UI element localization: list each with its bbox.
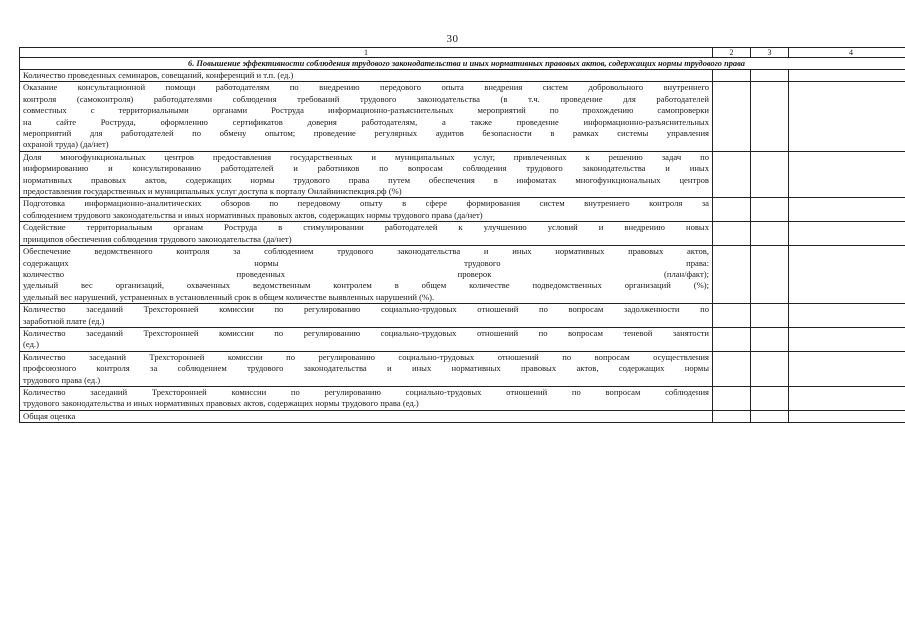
table-row — [20, 70, 905, 82]
value-cell-3 — [751, 70, 789, 82]
indicator-text-line: профсоюзного контроля за соблюдением трудового законодательства и иных нормативных правовых актов, содержащих нормы — [23, 363, 709, 374]
table-row — [20, 82, 905, 151]
value-cell-2 — [713, 386, 751, 410]
value-cell-2 — [713, 246, 751, 304]
value-cell-2 — [713, 410, 751, 422]
indicator-text-line: принципов обеспечения соблюдения трудового законодательства (да/нет) — [23, 233, 292, 244]
indicator-text-line: Количество заседаний Трехсторонней комиссии по регулированию социально-трудовых отношений по вопросам задолженности по — [23, 304, 709, 315]
indicator-cell — [20, 410, 713, 422]
column-number-2: 2 — [713, 48, 751, 58]
value-cell-3 — [751, 327, 789, 351]
indicator-cell — [20, 70, 713, 82]
indicator-cell — [20, 386, 713, 410]
indicator-text-line: Количество проведенных семинаров, совещаний, конференций и т.п. (ед.) — [23, 70, 294, 80]
value-cell-2 — [713, 82, 751, 151]
indicator-text-line: Общая оценка — [23, 410, 76, 421]
value-cell-4 — [789, 304, 905, 328]
indicator-text-line: Содействие территориальным органам Роструда в стимулировании работодателей к улучшению условий и внедрению новых — [23, 222, 709, 233]
value-cell-4 — [789, 82, 905, 151]
indicator-text-line: нормативных правовых актов, содержащих нормы трудового права путем обеспечения в инфоматах многофункциональных центров — [23, 174, 709, 185]
page-number: 30 — [446, 33, 459, 45]
table-row — [20, 222, 905, 246]
column-number-4: 4 — [789, 48, 905, 58]
report-table-body — [20, 48, 905, 423]
indicator-text-line: количество проведенных проверок (план/факт); — [23, 268, 709, 279]
value-cell-3 — [751, 304, 789, 328]
indicator-text-line: содержащих нормы трудового права: — [23, 257, 709, 268]
value-cell-2 — [713, 198, 751, 222]
indicator-text-line: трудового законодательства и иных нормативных правовых актов, содержащих нормы трудового права (ед.) — [23, 398, 419, 409]
value-cell-4 — [789, 327, 905, 351]
value-cell-2 — [713, 327, 751, 351]
indicator-text-line: информированию и консультированию работодателей и работников по вопросам соблюдения трудового законодательства и иных — [23, 163, 709, 174]
section-title: 6. Повышение эффективности соблюдения трудового законодательства и иных нормативных правовых актов, содержащих нормы трудового права — [20, 58, 905, 70]
indicator-text-line: Доля многофункциональных центров предоставления государственных и муниципальных услуг, привлеченных к решению задач по — [23, 151, 709, 162]
value-cell-4 — [789, 410, 905, 422]
value-cell-2 — [713, 222, 751, 246]
table-row — [20, 386, 905, 410]
indicator-text-line: Обеспечение ведомственного контроля за соблюдением трудового законодательства и иных нормативных правовых актов, — [23, 246, 709, 257]
value-cell-3 — [751, 386, 789, 410]
value-cell-4 — [789, 151, 905, 198]
table-row — [20, 151, 905, 198]
indicator-text-line: удельный вес нарушений, устраненных в установленный срок в общем количестве выявленных нарушений (%). — [23, 291, 435, 302]
value-cell-2 — [713, 151, 751, 198]
column-number-1: 1 — [20, 48, 713, 58]
value-cell-2 — [713, 70, 751, 82]
indicator-text-line: Количество заседаний Трехсторонней комиссии по регулированию социально-трудовых отношений по вопросам осуществления — [23, 351, 709, 362]
value-cell-2 — [713, 304, 751, 328]
indicator-text-line: Количество заседаний Трехсторонней комиссии по регулированию социально-трудовых отношений по вопросам соблюдения — [23, 386, 709, 397]
indicator-text-line: Подготовка информационно-аналитических обзоров по передовому опыту в сфере формирования систем внутреннего контроля за — [23, 198, 709, 209]
table-row — [20, 351, 905, 386]
value-cell-4 — [789, 198, 905, 222]
value-cell-3 — [751, 198, 789, 222]
indicator-cell — [20, 222, 713, 246]
indicator-text-line: удельный вес организаций, охваченных ведомственным контролем в общем количестве подведомственных организаций (%); — [23, 280, 709, 291]
table-row — [20, 246, 905, 304]
indicator-cell — [20, 198, 713, 222]
report-table — [19, 47, 905, 423]
value-cell-3 — [751, 222, 789, 246]
indicator-cell — [20, 246, 713, 304]
value-cell-2 — [713, 351, 751, 386]
section-header-row — [20, 58, 905, 70]
column-number-3: 3 — [751, 48, 789, 58]
indicator-text-line: Оказание консультационной помощи работодателям по внедрению передового опыта внедрения систем добровольного внутреннего — [23, 82, 709, 93]
value-cell-3 — [751, 351, 789, 386]
indicator-cell — [20, 82, 713, 151]
indicator-text-line: мероприятий для работодателей по обмену опытом; проведение регулярных аудитов безопасности в рамках системы управления — [23, 128, 709, 139]
table-row — [20, 327, 905, 351]
value-cell-4 — [789, 386, 905, 410]
indicator-text-line: (ед.) — [23, 339, 39, 350]
value-cell-4 — [789, 222, 905, 246]
table-row — [20, 304, 905, 328]
indicator-cell — [20, 304, 713, 328]
indicator-cell — [20, 351, 713, 386]
indicator-text-line: предоставления государственных и муниципальных услуг доступа к порталу Онлайнинспекция.рф (%) — [23, 186, 402, 197]
indicator-text-line: охраной труда) (да/нет) — [23, 139, 109, 150]
column-number-row — [20, 48, 905, 58]
indicator-text-line: Количество заседаний Трехсторонней комиссии по регулированию социально-трудовых отношений по вопросам теневой занятости — [23, 327, 709, 338]
indicator-cell — [20, 151, 713, 198]
value-cell-4 — [789, 351, 905, 386]
table-row — [20, 410, 905, 422]
indicator-text-line: заработной плате (ед.) — [23, 315, 105, 326]
indicator-text-line: соблюдением трудового законодательства и иных нормативных правовых актов, содержащих нормы трудового права (да/нет) — [23, 209, 483, 220]
value-cell-3 — [751, 410, 789, 422]
value-cell-4 — [789, 70, 905, 82]
value-cell-3 — [751, 82, 789, 151]
value-cell-3 — [751, 151, 789, 198]
indicator-text-line: трудового права (ед.) — [23, 374, 101, 385]
indicator-cell — [20, 327, 713, 351]
value-cell-3 — [751, 246, 789, 304]
indicator-text-line: на сайте Роструда, оформлению сертификатов доверия работодателям, а также проведение информационно-разъяснительных — [23, 116, 709, 127]
table-row — [20, 198, 905, 222]
value-cell-4 — [789, 246, 905, 304]
indicator-text-line: контроля (самоконтроля) работодателями соблюдения требований трудового законодательства (в т.ч. проведение для работодателей — [23, 93, 709, 104]
indicator-text-line: совместных с территориальными органами Роструда информационно-разъяснительных мероприятий по прохождению самопроверки — [23, 105, 709, 116]
